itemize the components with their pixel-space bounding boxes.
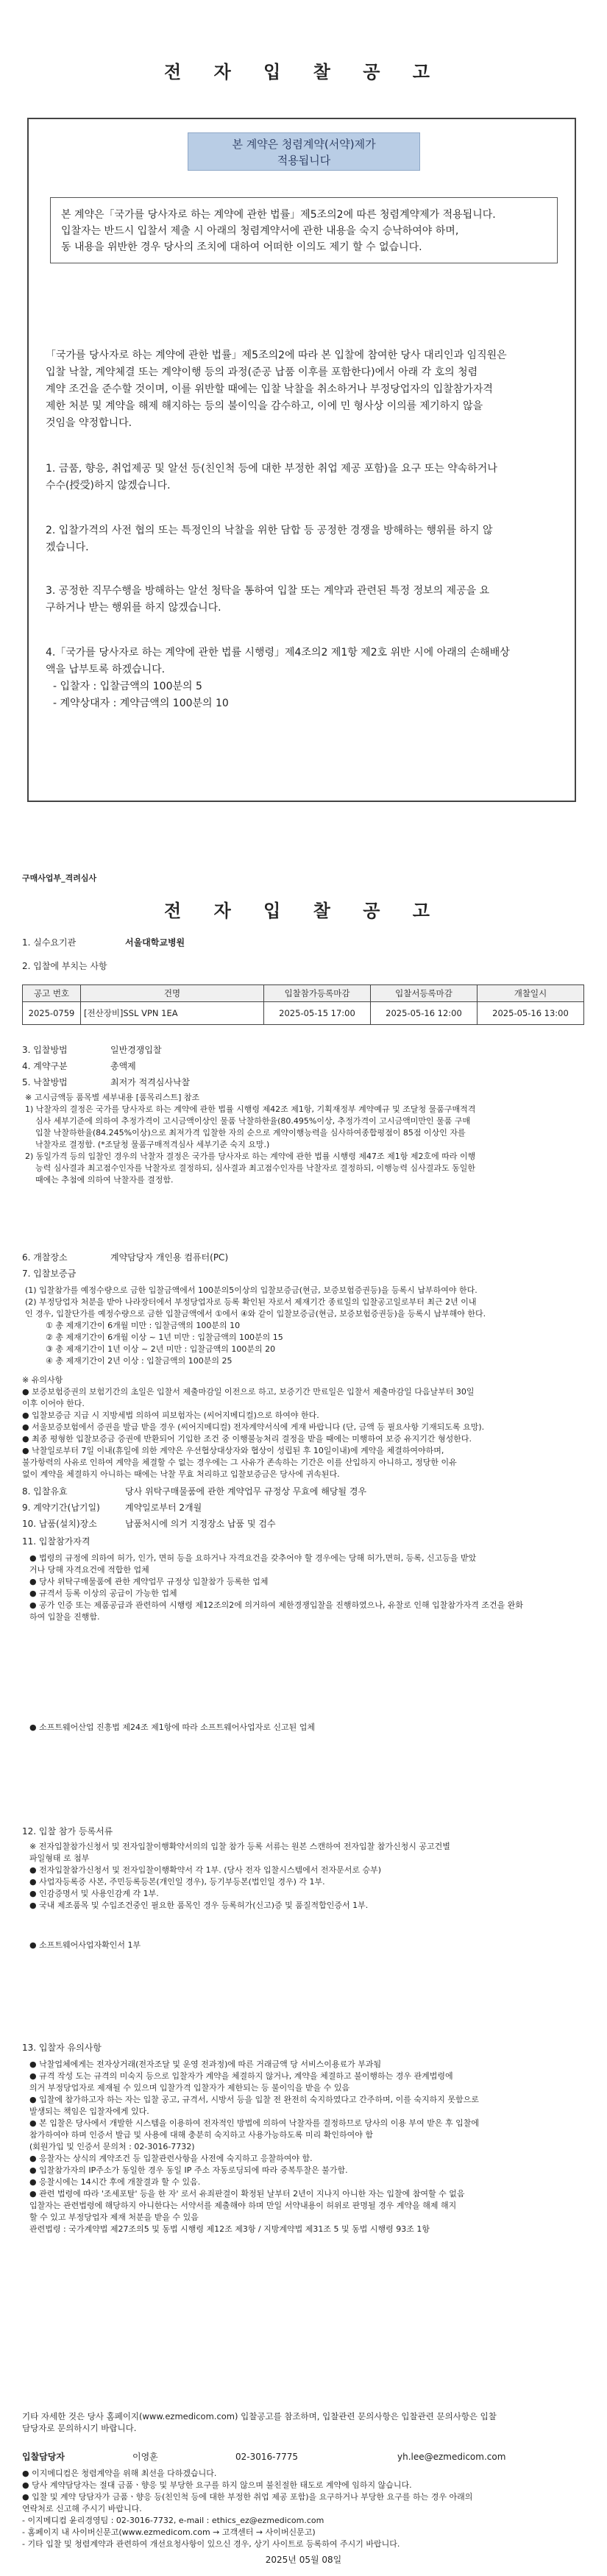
docs-line: ● 인감증명서 및 사용인감계 각 1부. [29, 1889, 159, 1898]
item-line: 4.「국가를 당사자로 하는 계약에 관한 법률 시행령」제4조의2 제1항 제2호 위반 시에 아래의 손해배상 [46, 647, 510, 659]
note-line: ● 보증보험증권의 보험기간의 초일은 입찰서 제출마감일 이전으로 하고, 보증기간 만료일은 입찰서 제출마감일 다음날부터 30일 [22, 1387, 475, 1397]
final-line: - 홈페이지 내 사이버신문고(www.ezmedicom.com → 고객센터 → 사이버신문고) [22, 2527, 316, 2537]
note-line: (2) 부정당업자 처분을 받아 나라장터에서 부정당업자로 등록 확인된 자로서 제재기간 종료일의 입찰공고일로부터 최근 2년 이내 [25, 1297, 477, 1307]
item-line: 구하거나 받는 행위를 하지 않겠습니다. [46, 602, 221, 614]
docs-line: ● 사업자등록증 사본, 주민등록등본(개인일 경우), 등기부등본(법인일 경우) 각 1부. [29, 1877, 325, 1887]
note-line: 능력 심사결과 최고점수인자를 낙찰자로 결정하되, 심사결과 최고점수인자를 낙찰자로 결정하되, 이행능력 심사결과도 동일한 [35, 1163, 476, 1173]
notice-line-1: 본 계약은 청렴계약(서약)제가 [232, 138, 376, 151]
item-line: 1. 금품, 향응, 취업제공 및 알선 등(친인척 등에 대한 부정한 취업 제공 포함)을 요구 또는 약속하거나 [46, 463, 497, 475]
qual-line: ● 당사 위탁구매물품에 관한 계약업무 규정상 입찰참가 등록한 업체 [29, 1577, 269, 1586]
integrity-item-2 [46, 522, 561, 556]
integrity-intro [46, 347, 561, 432]
integrity-notice-banner [188, 132, 420, 171]
attn-line: ● 낙찰업체에게는 전자상거래(전자조달 및 운영 전과정)에 따른 거래금액 당 서비스이용료가 부과됨 [29, 2059, 382, 2069]
attn-line: ● 응찰자는 상식의 계약조건 등 입찰관련사항을 사전에 숙지하고 응찰하여야 함. [29, 2154, 313, 2163]
note-line: 낙찰자로 결정함. (*조달청 물품구매적격심사 세부기준 숙지 요망.) [35, 1140, 270, 1149]
docs-line: 파일형태 로 첨부 [29, 1853, 90, 1863]
qual-line: 거나 당해 자격요건에 적합한 업체 [29, 1565, 149, 1575]
footer-line: 기타 자세한 것은 당사 홈페이지(www.ezmedicom.com) 입찰공고를 참조하며, 입찰관련 문의사항은 입찰관련 문의사항은 입찰 [22, 2411, 497, 2421]
caution-title: ※ 유의사항 [22, 1375, 63, 1385]
item-line: 액을 납부토록 하겠습니다. [46, 664, 166, 675]
integrity-item-3 [46, 583, 561, 617]
intro-line: 것임을 약정합니다. [46, 417, 132, 429]
qual-line: ● 법령의 규정에 의하여 허가, 인가, 면허 등을 요하거나 자격요건을 갖추어야 할 경우에는 당해 허가,면허, 등록, 신고등을 받았 [29, 1553, 477, 1563]
field-validity-value: 당사 위탁구매물품에 관한 계약업무 규정상 무효에 해당될 경우 [125, 1486, 367, 1497]
attn-line: (회원가입 및 인증서 문의처 : 02-3016-7732) [29, 2142, 195, 2151]
final-notes [22, 2468, 589, 2550]
attn-line: 참가하여야 하며 인증서 발급 및 사용에 대해 충분히 숙지하고 사용가능하도록 미리 확인하여야 함 [29, 2130, 373, 2140]
intro-line: 입찰 낙찰, 계약체결 또는 계약이행 등의 과정(준공 납품 이후를 포함한다)에서 아래 각 호의 청렴 [46, 366, 478, 378]
attn-line: ● 입찰참가자의 IP주소가 동일한 경우 동일 IP 주소 자동로딩되에 따라 중복투찰은 불가함. [29, 2165, 348, 2175]
attn-line: 의거 부정당업자로 제재될 수 있으며 입찰가격 입찰자가 제한되는 등 불이익을 받을 수 있음 [29, 2083, 350, 2093]
footer-line: 담당자로 문의하시기 바랍니다. [22, 2423, 137, 2433]
qual-software-note: ● 소프트웨어산업 진흥법 제24조 제1항에 따라 소프트웨어사업자로 신고된 업체 [29, 1722, 315, 1732]
docs-line: ● 국내 제조품목 및 수입조건중인 필요한 품목인 경우 등록허가(신고)증 및 품질적합인증서 1부. [29, 1901, 369, 1910]
note-line: 때에는 추첨에 의하여 낙찰자를 결정함. [35, 1175, 174, 1185]
attn-line: 관련법령 : 국가계약법 제27조의5 및 동법 시행령 제12조 제3항 / 지방계약법 제31조 5 및 동법 시행령 93조 1항 [29, 2224, 430, 2234]
note-line: ● 최종 평형한 입찰보증금 증권에 반환되어 기입한 조건 중 이행불능처리 결정을 받을 때에는 미행하여 보증 유지기간 형성한다. [22, 1434, 472, 1444]
bid-items-label: 2. 입찰에 부치는 사항 [22, 961, 107, 971]
field-validity-label: 8. 입찰유효 [22, 1486, 68, 1497]
desc-line: 본 계약은「국가를 당사자로 하는 계약에 관한 법률」제5조의2에 따른 청렴계약제가 적용됩니다. [61, 209, 496, 221]
desc-line: 동 내용을 위반한 경우 당사의 조치에 대하여 어떠한 이의도 제기 할 수 없습니다. [61, 241, 422, 253]
note-line: 심사 세부기준에 의하여 추정가격이 고시금액이상인 물품 낙찰하한율(80.495%이상, 추정가격이 고시금액미만인 물품 구매 [35, 1116, 471, 1126]
page-title: 전 자 입 찰 공 고 [164, 62, 443, 82]
field-opening-value: 계약담당자 개인용 컴퓨터(PC) [110, 1252, 229, 1263]
table-header-row [23, 985, 584, 1002]
qual-line: ● 공가 인증 또는 제품공급과 관련하여 시행령 제12조의2에 의거하여 제한경쟁입찰을 진행하였으나, 유찰로 인해 입찰참가자격 조건을 완화 [29, 1600, 523, 1610]
item-line: 수수(授受)하지 않겠습니다. [46, 480, 171, 492]
field-award-label: 5. 낙찰방법 [22, 1077, 68, 1087]
attn-line: ● 관련 법령에 따라 '조세포탈' 등을 한 자' 로서 유죄판결이 확정된 날부터 2년이 지나지 아니한 자는 입찰에 참여할 수 없음 [29, 2189, 465, 2199]
final-line: ● 이지메디컴은 청렴계약을 위해 최선을 다하겠습니다. [22, 2469, 217, 2478]
footer-text [22, 2410, 589, 2434]
note-line: ④ 총 제재기간이 2년 이상 : 입찰금액의 100분의 25 [46, 1356, 232, 1366]
docs-line: ※ 전자입찰참가신청서 및 전자입찰이행확약서의의 입찰 참가 등록 서류는 원본 스캔하여 전자입찰 참가신청시 공고건별 [29, 1842, 450, 1851]
field-opening-label: 6. 개찰장소 [22, 1252, 68, 1263]
note-line: 인 경우, 입찰단가를 예정수량으로 금한 입찰금액에서 ①에서 ④와 같이 입찰보증금(현금, 보증보험증권등)을 등록시 납부해야 한다. [25, 1309, 486, 1319]
table-row [23, 1002, 584, 1025]
docs-list [29, 1841, 589, 1912]
cell-item-name: [전산장비]SSL VPN 1EA [81, 1002, 264, 1025]
attn-list [29, 2059, 589, 2235]
intro-line: 제한 처분 및 계약을 해제 해지하는 등의 불이익을 감수하고, 이에 민 형사상 이의를 제기하지 않을 [46, 400, 483, 412]
col-header: 개찰일시 [478, 985, 584, 1002]
intro-line: 계약 조건을 준수할 것이며, 이를 위반할 때에는 입찰 낙찰을 취소하거나 부정당업자의 입찰참가자격 [46, 383, 493, 395]
field-deposit-label: 7. 입찰보증금 [22, 1269, 77, 1279]
org-header: 구매사업부_격려심사 [22, 873, 97, 883]
attn-line: 발생되는 책임은 입찰자에게 있다. [29, 2107, 149, 2116]
contact-email[interactable]: yh.lee@ezmedicom.com [397, 2452, 506, 2462]
penalty-contractor: - 계약상대자 : 계약금액의 100분의 10 [53, 698, 229, 709]
desc-line: 입찰자는 반드시 입찰서 제출 시 아래의 청렴계약서에 관한 내용을 숙지 승낙하여야 하며, [61, 225, 459, 237]
notice-line-2: 적용됩니다 [277, 154, 331, 167]
qual-list [29, 1553, 589, 1623]
integrity-item-4 [46, 645, 561, 712]
note-line: 2) 동일가격 등의 입찰인 경우의 낙찰자 결정은 국가를 당사자로 하는 계약에 관한 법률 시행령 제47조 제1항 제2호에 따라 이행 [25, 1152, 476, 1161]
method-notes [25, 1092, 592, 1186]
col-header: 건명 [81, 985, 264, 1002]
docs-line: ● 전자입찰참가신청서 및 전자입찰이행확약서 각 1부. (당사 전자 입찰시스템에서 전자문서로 승부) [29, 1865, 382, 1875]
page-title-2: 전 자 입 찰 공 고 [164, 901, 443, 921]
attn-line: ● 본 입찰은 당사에서 개발한 시스템을 이용하여 전자적인 방법에 의하여 낙찰자를 결정하므로 당사의 이용 부여 받은 후 입찰에 [29, 2118, 479, 2128]
col-header: 입찰서등록마감 [371, 985, 478, 1002]
note-line: ● 낙찰일로부터 7일 이내(휴일에 의한 계약은 우선협상대상자와 협상이 성립된 후 10일이내)에 계약을 체결하여야하며, [22, 1446, 444, 1455]
docs-title: 12. 입찰 참가 등록서류 [22, 1826, 113, 1837]
attn-title: 13. 입찰자 유의사항 [22, 2043, 102, 2053]
attn-line: ● 응찰시에는 14시간 후에 개찰결과 할 수 있음. [29, 2177, 201, 2187]
cell-opening-date: 2025-05-16 13:00 [478, 1002, 584, 1025]
note-line: 입찰 낙찰하한율(84.245%이상)으로 최저가격 입찰한 자의 순으로 계약이행능력을 심사하여종합평점이 85점 이상인 자를 [35, 1128, 466, 1138]
cell-submit-deadline: 2025-05-16 12:00 [371, 1002, 478, 1025]
final-line: - 기타 입찰 및 청렴계약과 관련하여 개선요청사항이 있으신 경우, 상기 사이트로 등록하여 주시기 바랍니다. [22, 2539, 400, 2549]
field-contract-value: 총액제 [110, 1061, 136, 1071]
item-line: 2. 입찰가격의 사전 협의 또는 특정인의 낙찰을 위한 담합 등 공정한 경쟁을 방해하는 행위를 하지 않 [46, 525, 493, 536]
intro-line: 「국가를 당사자로 하는 계약에 관한 법률」제5조의2에 따라 본 입찰에 참여한 당사 대리인과 임직원은 [46, 350, 507, 361]
document-date: 2025년 05월 08일 [265, 2555, 342, 2565]
item-line: 3. 공정한 직무수행을 방해하는 알선 청탁을 통하여 입찰 또는 계약과 관련된 특정 정보의 제공을 요 [46, 585, 490, 597]
contact-name: 이영훈 [132, 2452, 158, 2462]
note-line: ※ 고시금액등 품목별 세부내용 [품목리스트] 참조 [25, 1093, 200, 1102]
qual-line: ● 규격서 등록 이상의 공급이 가능한 업체 [29, 1589, 177, 1598]
integrity-description-box [50, 197, 558, 263]
field-contract-label: 4. 계약구분 [22, 1061, 68, 1071]
field-place-value: 납품처시에 의거 지정장소 납품 및 검수 [125, 1519, 276, 1529]
final-line: ● 당사 계약담당자는 절대 금품ㆍ향응 및 부당한 요구를 하지 않으며 불친절한 태도로 계약에 임하지 않습니다. [22, 2480, 412, 2490]
contact-label: 입찰담당자 [22, 2452, 65, 2462]
note-line: 1) 낙찰자의 결정은 국가를 당사자로 하는 계약에 관한 법률 시행령 제42조 제1항, 기획재정부 계약예규 및 조달청 물품구매적격 [25, 1104, 476, 1114]
caution-notes [22, 1374, 589, 1480]
note-line: ③ 총 제재기간이 1년 이상 ~ 2년 미만 : 입찰금액의 100분의 20 [46, 1344, 276, 1354]
note-line: 없이 계약을 체결하지 아니하는 때에는 낙찰 무효 처리하고 입찰보증금은 당사에 귀속된다. [22, 1469, 340, 1479]
cell-reg-deadline: 2025-05-15 17:00 [264, 1002, 371, 1025]
col-header: 입찰참가등록마감 [264, 985, 371, 1002]
field-award-value: 최저가 적격심사낙찰 [110, 1077, 191, 1087]
attn-line: 입찰자는 관련법령에 해당하지 아니한다는 서약서를 제출해야 하며 만일 서약내용이 허위로 판명될 경우 계약을 해제 해지 [29, 2201, 457, 2210]
note-line: (1) 입찰참가를 예정수량으로 금한 입찰금액에서 100분의5이상의 입찰보증금(현금, 보증보험증권등)을 등록시 납부하여야 한다. [25, 1285, 478, 1295]
agency-label: 1. 실수요기관 [22, 937, 77, 948]
field-method-label: 3. 입찰방법 [22, 1045, 68, 1055]
col-header: 공고 번호 [23, 985, 81, 1002]
docs-software-note: ● 소프트웨어사업자확인서 1부 [29, 1940, 141, 1950]
attn-line: 할 수 있고 부정당업자 제재 처분을 받을 수 있음 [29, 2213, 199, 2222]
cell-notice-no: 2025-0759 [23, 1002, 81, 1025]
contact-phone: 02-3016-7775 [235, 2452, 299, 2462]
bid-table [22, 984, 584, 1025]
qual-line: 하여 입찰을 진행함. [29, 1612, 100, 1622]
field-method-value: 일반경쟁입찰 [110, 1045, 162, 1055]
item-line: 겠습니다. [46, 542, 89, 553]
integrity-item-1 [46, 461, 561, 494]
final-line: ● 입찰 및 계약 당담자가 금품ㆍ향응 등(친인척 등에 대한 부정한 취업 제공 포함)을 요구하거나 부당한 요구를 하는 경우 아래의 [22, 2492, 473, 2502]
qual-title: 11. 입찰참가자격 [22, 1536, 90, 1547]
note-line: ② 총 제재기간이 6개월 이상 ~ 1년 미만 : 입찰금액의 100분의 15 [46, 1333, 283, 1342]
note-line: ● 입찰보증금 지급 시 지방세법 의하여 피보험자는 (씨어지메디컬)으로 하여야 한다. [22, 1411, 319, 1420]
attn-line: ● 입찰에 참가하고자 하는 자는 입찰 공고, 규격서, 시방서 등을 입찰 전 완전히 숙지하였다고 간주하며, 이를 숙지하지 못함으로 [29, 2095, 479, 2104]
final-line: - 이지메디컴 윤리경영팀 : 02-3016-7732, e-mail : ethics_ez@ezmedicom.com [22, 2516, 324, 2525]
note-line: ● 서울보증보험에서 증권을 발급 받을 경우 (씨어지메디컬) 전자계약서식에 게재 바랍니다 (단, 금액 등 필요사항 기재되도록 요망). [22, 1422, 485, 1432]
field-period-value: 계약일로부터 2개월 [125, 1502, 202, 1513]
note-line: ① 총 제재기간이 6개월 미만 : 입찰금액의 100분의 10 [46, 1321, 241, 1330]
penalty-bidder: - 입찰자 : 입찰금액의 100분의 5 [53, 681, 202, 692]
final-line: 연락처로 신고해 주시기 바랍니다. [22, 2504, 142, 2513]
note-line: 불가항력의 사유로 인하여 계약을 체결할 수 없는 경우에는 그 사유가 존속하는 기간은 이를 산입하지 아니하고, 정당한 이유 [22, 1458, 457, 1467]
field-place-label: 10. 납품(설치)장소 [22, 1519, 97, 1529]
agency-value: 서울대학교병원 [125, 937, 185, 948]
attn-line: ● 규격 작성 도는 규격의 미숙지 등으로 입찰자가 계약을 체결하지 않거나, 계약을 체결하고 불이행하는 경우 관계법령에 [29, 2071, 453, 2081]
deposit-notes [25, 1285, 592, 1367]
note-line: 이후 이어야 한다. [22, 1399, 85, 1408]
field-period-label: 9. 계약기간(납기일) [22, 1502, 100, 1513]
